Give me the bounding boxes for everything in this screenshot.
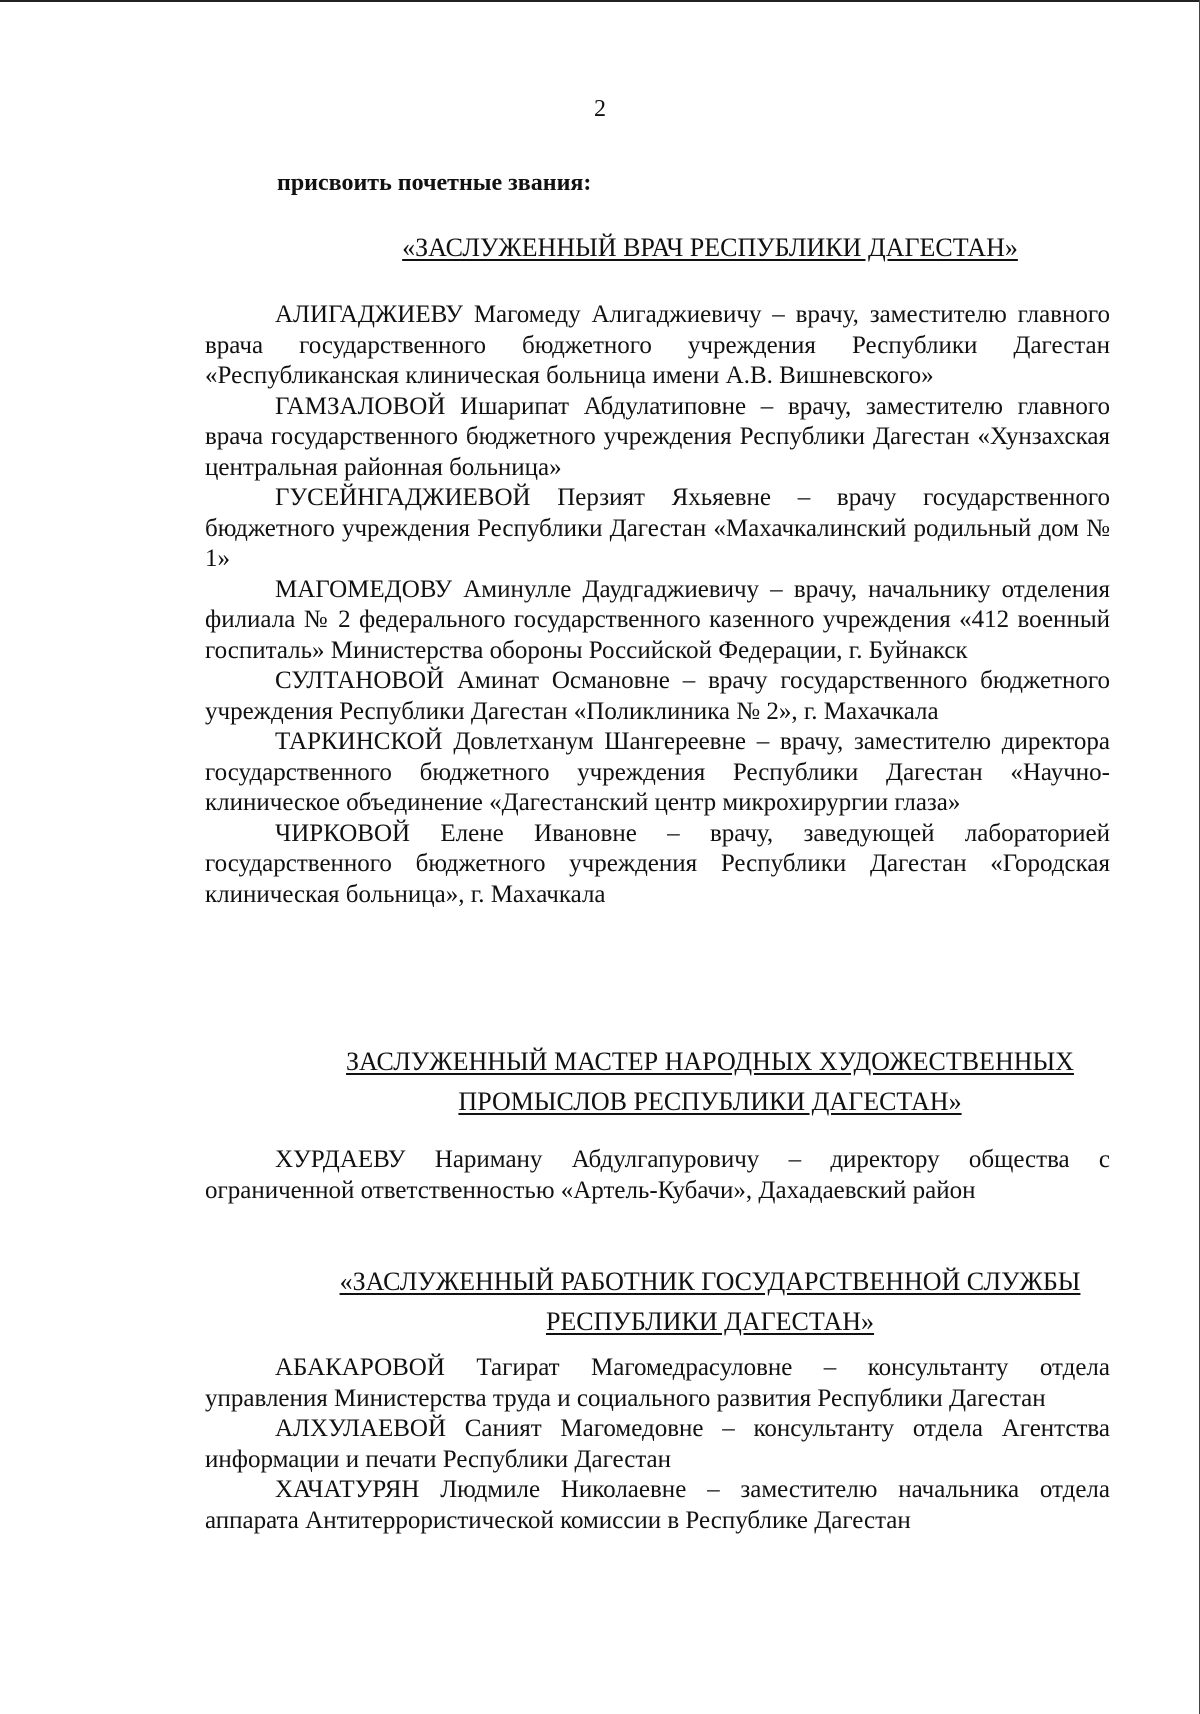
award-entry: ГУСЕЙНГАДЖИЕВОЙ Перзият Яхьяевне – врачу государственного бюджетного учреждения Республики Дагестан «Махачкалинский родильный дом № 1»	[205, 484, 1110, 572]
section-entries-master	[205, 1145, 1110, 1206]
award-entry: АБАКАРОВОЙ Тагират Магомедрасуловне – консультанту отдела управления Министерства труда и социального развития Республики Дагестан	[205, 1354, 1110, 1412]
award-entry: АЛИГАДЖИЕВУ Магомеду Алигаджиевичу – врачу, заместителю главного врача государственного бюджетного учреждения Республики Дагестан «Республиканская клиническая больница имени А.В. Вишневского»	[205, 301, 1110, 389]
scan-top-edge	[0, 0, 1200, 2]
section-entries-civil-service	[205, 1353, 1110, 1536]
award-entry: ХАЧАТУРЯН Людмиле Николаевне – заместителю начальника отдела аппарата Антитеррористической комиссии в Республике Дагестан	[205, 1476, 1110, 1534]
section-heading-civil-service	[260, 1262, 1160, 1342]
intro-text: присвоить почетные звания:	[277, 170, 592, 196]
section-heading-master	[260, 1042, 1160, 1122]
award-entry: ГАМЗАЛОВОЙ Ишарипат Абдулатиповне – врачу, заместителю главного врача государственного бюджетного учреждения Республики Дагестан «Хунзахская центральная районная больница»	[205, 392, 1110, 481]
page-number: 2	[594, 96, 606, 122]
award-entry: ЧИРКОВОЙ Елене Ивановне – врачу, заведующей лабораторией государственного бюджетного учреждения Республики Дагестан «Городская клиническая больница», г. Махачкала	[205, 819, 1110, 908]
award-entry: СУЛТАНОВОЙ Аминат Османовне – врачу государственного бюджетного учреждения Республики Дагестан «Поликлиника № 2», г. Махачкала	[205, 667, 1110, 725]
award-entry: АЛХУЛАЕВОЙ Саният Магомедовне – консультанту отдела Агентства информации и печати Республики Дагестан	[205, 1415, 1110, 1473]
section-entries-doctor	[205, 300, 1110, 910]
heading-line: ЗАСЛУЖЕННЫЙ МАСТЕР НАРОДНЫХ ХУДОЖЕСТВЕННЫХ	[346, 1047, 1074, 1076]
award-entry: ТАРКИНСКОЙ Довлетханум Шангереевне – врачу, заместителю директора государственного бюджетного учреждения Республики Дагестан «Научно-клиническое объединение «Дагестанский центр микрохирургии глаза»	[205, 728, 1110, 816]
heading-line: РЕСПУБЛИКИ ДАГЕСТАН»	[545, 1307, 875, 1336]
heading-line: ПРОМЫСЛОВ РЕСПУБЛИКИ ДАГЕСТАН»	[458, 1087, 962, 1116]
heading-line: «ЗАСЛУЖЕННЫЙ РАБОТНИК ГОСУДАРСТВЕННОЙ СЛУЖБЫ	[339, 1267, 1081, 1296]
award-entry: ХУРДАЕВУ Нариману Абдулгапуровичу – директору общества с ограниченной ответственностью «Артель-Кубачи», Дахадаевский район	[205, 1146, 1110, 1204]
heading-line: «ЗАСЛУЖЕННЫЙ ВРАЧ РЕСПУБЛИКИ ДАГЕСТАН»	[402, 233, 1018, 262]
award-entry: МАГОМЕДОВУ Аминулле Даудгаджиевичу – врачу, начальнику отделения филиала № 2 федерального государственного казенного учреждения «412 военный госпиталь» Министерства обороны Российской Федерации, г. Буйнакск	[205, 575, 1110, 664]
section-heading-doctor	[260, 228, 1160, 268]
